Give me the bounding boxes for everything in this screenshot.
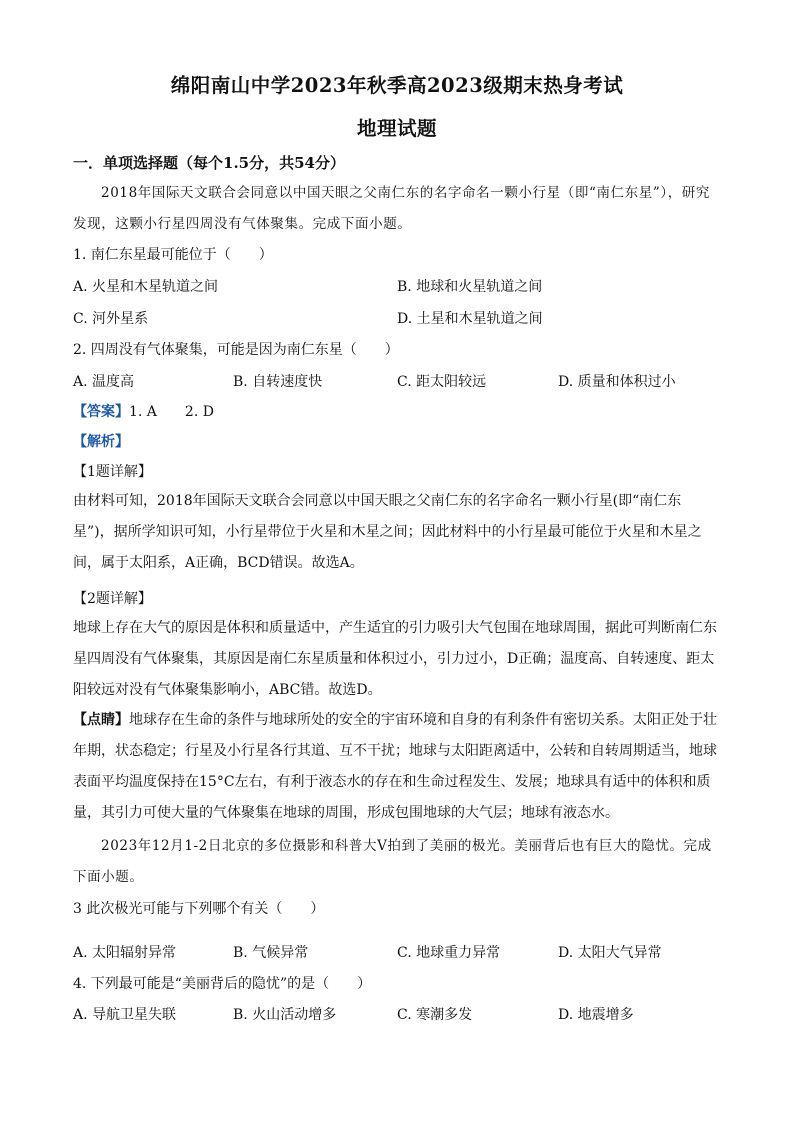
q4-option-d: D. 地震增多 — [558, 1007, 634, 1023]
detail-2-text: 地球上存在大气的原因是体积和质量适中，产生适宜的引力吸引大气包围在地球周围，据此可判断南仁东星四周没有气体聚集，其原因是南仁东星质量和体积过小，引力过小，D正确；温度高、自转速度、距太阳较远对没有气体聚集影响小，ABC错。故选D。 — [73, 620, 717, 698]
q2-option-c: C. 距太阳较远 — [397, 374, 487, 390]
q4-option-a: A. 导航卫星失联 — [73, 1007, 177, 1023]
question-1-stem: 1. 南仁东星最可能位于（ ） — [73, 247, 273, 263]
question-4-stem: 4. 下列最可能是“美丽背后的隐忧”的是（ ） — [73, 976, 372, 992]
q4-option-c: C. 寒潮多发 — [397, 1007, 473, 1023]
question-2-stem: 2. 四周没有气体聚集，可能是因为南仁东星（ ） — [73, 342, 399, 358]
exam-subtitle: 地理试题 — [356, 117, 437, 140]
q3-option-d: D. 太阳大气异常 — [558, 945, 662, 961]
q3-option-c: C. 地球重力异常 — [397, 945, 501, 961]
q1-option-a: A. 火星和木星轨道之间 — [73, 279, 219, 295]
detail-1-text: 由材料可知，2018年国际天文联合会同意以中国天眼之父南仁东的名字命名一颗小行星(即“南仁东星”)，据所学知识可知，小行星带位于火星和木星之间；因此材料中的小行星最可能位于火星和木星之间，属于太阳系，A正确，BCD错误。故选A。 — [73, 493, 702, 571]
answer-line — [73, 401, 214, 421]
detail-1-label: 【1题详解】 — [73, 464, 152, 480]
q2-option-d: D. 质量和体积过小 — [558, 374, 676, 390]
tip-label: 【点睛】 — [73, 712, 129, 728]
q4-option-b: B. 火山活动增多 — [233, 1007, 337, 1023]
detail-2-label: 【2题详解】 — [73, 591, 152, 607]
q2-option-b: B. 自转速度快 — [233, 374, 323, 390]
exam-title: 绵阳南山中学2023年秋季高2023级期末热身考试 — [170, 74, 624, 97]
analysis-label: 【解析】 — [73, 434, 129, 450]
answer-label: 【答案】 — [73, 404, 129, 420]
tip-paragraph — [73, 705, 721, 829]
material-1: 2018年国际天文联合会同意以中国天眼之父南仁东的名字命名一颗小行星（即“南仁东星”），研究发现，这颗小行星四周没有气体聚集。完成下面小题。 — [73, 185, 711, 232]
answer-text: 1. A 2. D — [129, 404, 214, 420]
q2-option-a: A. 温度高 — [73, 374, 135, 390]
q1-option-d: D. 土星和木星轨道之间 — [397, 311, 543, 327]
section-heading: 一．单项选择题（每个1.5分，共54分） — [73, 154, 345, 172]
question-3-stem: 3 此次极光可能与下列哪个有关（ ） — [73, 901, 325, 917]
material-2: 2023年12月1-2日北京的多位摄影和科普大V拍到了美丽的极光。美丽背后也有巨大的隐忧。完成下面小题。 — [73, 838, 712, 885]
tip-text: 地球存在生命的条件与地球所处的安全的宇宙环境和自身的有利条件有密切关系。太阳正处于壮年期，状态稳定；行星及小行星各行其道、互不干扰；地球与太阳距离适中，公转和自转周期适当，地球表面平均温度保持在15°C左右，有利于液态水的存在和生命过程发生、发展；地球具有适中的体积和质量，其引力可使大量的气体聚集在地球的周围，形成包围地球的大气层；地球有液态水。 — [73, 712, 717, 821]
q1-option-b: B. 地球和火星轨道之间 — [397, 279, 543, 295]
q3-option-b: B. 气候异常 — [233, 945, 309, 961]
q3-option-a: A. 太阳辐射异常 — [73, 945, 177, 961]
q1-option-c: C. 河外星系 — [73, 311, 149, 327]
